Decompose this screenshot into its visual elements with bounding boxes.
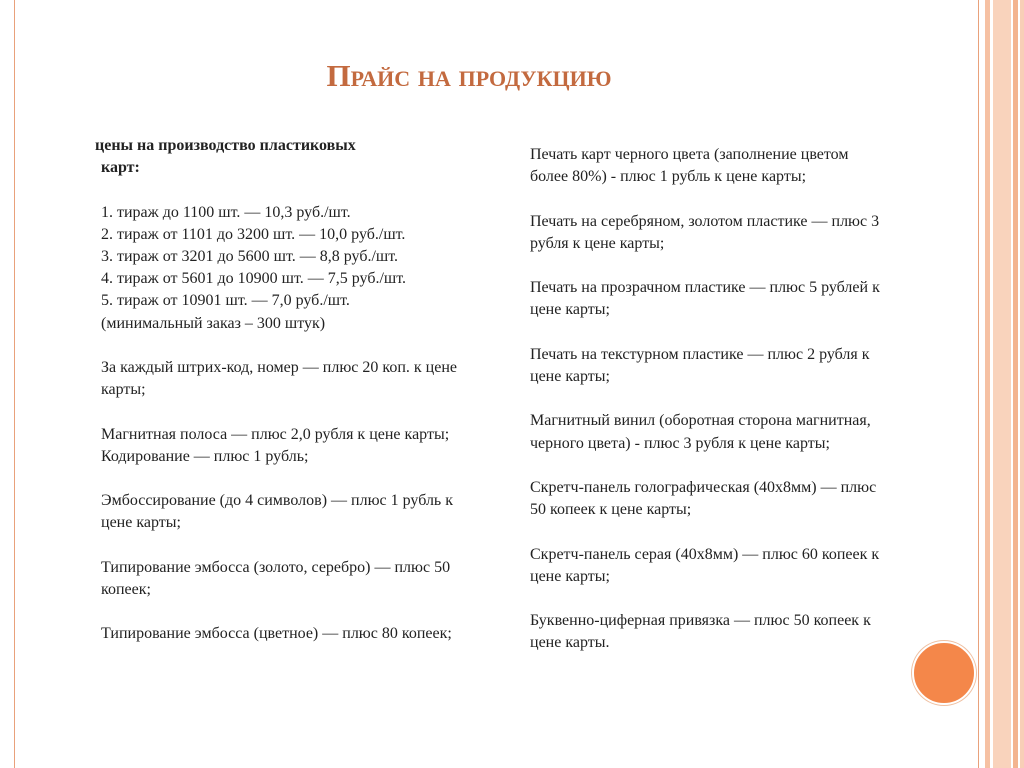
price-item: Скретч-панель серая (40х8мм) — плюс 60 копеек к цене карты; <box>530 545 880 585</box>
price-item: Печать карт черного цвета (заполнение цветом более 80%) - плюс 1 рубль к цене карты; <box>530 146 849 186</box>
price-heading-line: цены на производство пластиковых <box>95 137 356 154</box>
price-heading <box>95 135 460 179</box>
decorative-stripe <box>1020 0 1024 768</box>
price-item: Печать на прозрачном пластике — плюс 5 рублей к цене карты; <box>530 279 880 319</box>
tier-item: 1. тираж до 1100 шт. — 10,3 руб./шт. <box>101 203 351 221</box>
price-item: Магнитный винил (оборотная сторона магнитная, черного цвета) - плюс 3 рубля к цене карты; <box>530 412 871 452</box>
tier-item: 4. тираж от 5601 до 10900 шт. — 7,5 руб./шт. <box>101 270 407 288</box>
price-item: Типирование эмбосса (золото, серебро) — плюс 50 копеек; <box>101 558 451 598</box>
tier-item: 3. тираж от 3201 до 5600 шт. — 8,8 руб./шт. <box>101 248 399 265</box>
price-item: Типирование эмбосса (цветное) — плюс 80 копеек; <box>101 625 452 643</box>
tier-item: 5. тираж от 10901 шт. — 7,0 руб./шт. <box>101 292 350 310</box>
slide-title: Прайс на продукцию <box>326 58 612 93</box>
min-order: (минимальный заказ – 300 штук) <box>101 314 326 332</box>
price-item: За каждый штрих-код, номер — плюс 20 коп. к цене карты; <box>101 359 458 399</box>
price-item: Печать на текстурном пластике — плюс 2 рубля к цене карты; <box>530 345 870 385</box>
right-column <box>530 144 885 655</box>
decorative-stripe <box>993 0 1011 768</box>
decorative-stripe <box>1013 0 1018 768</box>
price-item: Эмбоссирование (до 4 символов) — плюс 1 рубль к цене карты; <box>101 492 453 532</box>
price-item: Печать на серебряном, золотом пластике — плюс 3 рубля к цене карты; <box>530 212 880 252</box>
left-column <box>95 135 460 646</box>
price-item: Скретч-панель голографическая (40х8мм) — плюс 50 копеек к цене карты; <box>530 478 877 519</box>
left-content <box>95 179 460 645</box>
decorative-stripe <box>985 0 990 768</box>
price-item: Магнитная полоса — плюс 2,0 рубля к цене карты; Кодирование — плюс 1 рубль; <box>101 425 450 465</box>
price-heading-line: карт: <box>101 159 140 177</box>
tier-item: 2. тираж от 1101 до 3200 шт. — 10,0 руб./шт. <box>101 225 406 243</box>
decorative-circle <box>912 641 976 705</box>
price-item: Буквенно-циферная привязка — плюс 50 копеек к цене карты. <box>530 612 871 652</box>
